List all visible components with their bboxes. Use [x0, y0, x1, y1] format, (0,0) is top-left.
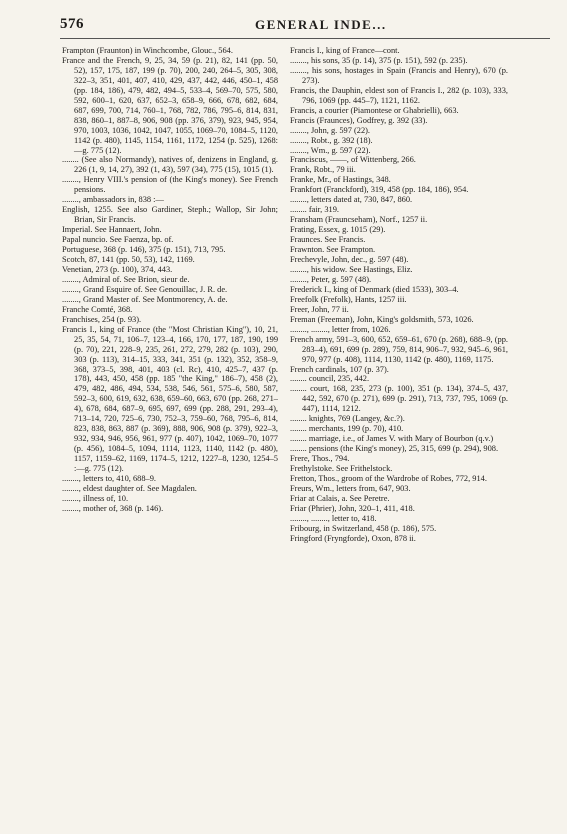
- index-entry-text: Franche Comté, 368.: [62, 304, 133, 314]
- index-entry: [62, 46, 278, 56]
- index-entry-text: Friar (Phrier), John, 320–1, 411, 418.: [290, 503, 415, 513]
- index-entry: [62, 494, 278, 504]
- index-entry: [290, 434, 508, 444]
- index-entry: [62, 55, 281, 156]
- index-entry: [290, 116, 508, 126]
- index-entry-text: Frechevyle, John, dec., g. 597 (48).: [290, 255, 409, 265]
- index-entry-text: ........, illness of, 10.: [62, 493, 129, 503]
- index-entry: [290, 514, 508, 524]
- index-entry-text: Imperial. See Hannaert, John.: [62, 225, 162, 235]
- index-entry: [290, 106, 508, 116]
- index-entry-text: ........ (See also Normandy), natives of, denizens in England, g. 226 (1, 9, 14, 27), 392 (1, 43), 597 (34), 775 (15), 1015 (1).: [62, 155, 281, 175]
- index-entry-text: Frankfort (Franckford), 319, 458 (pp. 184, 186), 954.: [290, 185, 469, 195]
- index-entry: [290, 245, 508, 255]
- index-entry-text: ........, Henry VIII.'s pension of (the King's money). See French pensions.: [62, 175, 281, 195]
- index-entry-text: ........, his widow. See Hastings, Eliz.: [290, 264, 413, 274]
- index-entry: [62, 324, 281, 474]
- index-entry-text: ........, letters to, 410, 688–9.: [62, 473, 156, 483]
- index-entry-text: Frampton (Fraunton) in Winchcombe, Glouc., 564.: [62, 46, 233, 55]
- index-entry-text: ........ marriage, i.e., of James V. with Mary of Bourbon (q.v.): [290, 434, 494, 444]
- index-entry: [290, 126, 508, 136]
- index-entry-text: ........, ........, letter to, 418.: [290, 513, 377, 523]
- index-entry-text: Freurs, Wm., letters from, 647, 903.: [290, 483, 411, 493]
- index-entry: [290, 474, 508, 484]
- index-entry: [62, 255, 278, 265]
- index-entry: [290, 195, 508, 205]
- index-entry: [290, 285, 508, 295]
- index-entry: [290, 295, 508, 305]
- index-entry-text: Frating, Essex, g. 1015 (29).: [290, 225, 386, 235]
- index-entry: [290, 414, 508, 424]
- index-entry: [62, 295, 278, 305]
- index-entry: [290, 136, 508, 146]
- index-entry: [290, 464, 508, 474]
- index-entry: [290, 46, 508, 56]
- page-number: 576: [60, 16, 84, 32]
- index-entry-text: Franciscus, ——, of Wittenberg, 266.: [290, 155, 416, 165]
- index-entry: [290, 325, 508, 335]
- index-entry-text: ........, John, g. 597 (22).: [290, 125, 371, 135]
- index-entry: [290, 235, 508, 245]
- index-entry-text: Francis I., king of France (the "Most Christian King"), 10, 21, 25, 35, 54, 71, 106–7, 123–4, 166, 170, 177, 187, 190, 199 (p. 70), 221, 228–9, 235, 261, 272, 279, 282 (p. 103), 290, 303 (p. 113), 314–15, 333, 341, 351 (p. 132), 352, 358–9, 368, 373–5, 398, 401, 403 (cl. Rc), 410, 425–7, 437 (p. 178), 443, 450, 458 (pp. 185 "the King," 186–7), 458 (2), 479, 482, 486, 494, 534, 538, 546, 561, 575–6, 580, 587, 592–3, 600, 619, 632, 638, 659–60, 663, 670 (pp. 268, 271–4), 678, 684, 687–9, 695, 697, 699 (pp. 288, 291, 293–4), 713–14, 720, 725–6, 730, 752–3, 759–60, 768, 795–6, 814, 823, 838, 863, 887 (p. 369), 888, 906, 908 (p. 379), 922–3, 932, 934, 946, 956, 961, 977 (p. 407), 1042, 1069–70, 1077 (p. 456), 1084–5, 1094, 1114, 1123, 1140, 1142 (p. 480), 1157, 1159–62, 1169, 1174–5, 1212, 1227–8, 1230, 1254–5 :—g. 775 (12).: [62, 324, 281, 474]
- index-entry: [290, 504, 508, 514]
- index-entry-text: Fribourg, in Switzerland, 458 (p. 186), 575.: [290, 523, 437, 533]
- index-entry: [62, 245, 278, 255]
- index-entry: [290, 494, 508, 504]
- index-entry-text: ........ court, 168, 235, 273 (p. 100), 351 (p. 134), 374–5, 437, 442, 592, 670 (p. 271), 699 (p. 291), 713, 737, 795, 1069 (p. 447), 1114, 1212.: [290, 384, 511, 414]
- index-entry: [62, 175, 281, 195]
- index-entry-text: ........ knights, 769 (Langey, &c.?).: [290, 414, 405, 424]
- index-entry: [290, 275, 508, 285]
- index-entry-text: French army, 591–3, 600, 652, 659–61, 670 (p. 268), 688–9, (pp. 283–4), 691, 699 (p. 289), 759, 814, 906–7, 932, 945–6, 961, 970, 977 (p. 408), 1114, 1130, 1142 (p. 480), 1169, 1175.: [290, 334, 511, 364]
- page-header: [60, 16, 550, 34]
- index-entry-text: Fretton, Thos., groom of the Wardrobe of Robes, 772, 914.: [290, 473, 487, 483]
- index-entry-text: Francis I., king of France—cont.: [290, 46, 400, 55]
- index-entry: [62, 235, 278, 245]
- index-entry-text: Fransham (Frauncseham), Norf., 1257 ii.: [290, 215, 428, 225]
- index-entry: [290, 165, 508, 175]
- index-entry-text: French cardinals, 107 (p. 37).: [290, 364, 389, 374]
- index-entry: [290, 155, 508, 165]
- index-entry-text: ........, Robt., g. 392 (18).: [290, 135, 373, 145]
- index-entry-text: Franke, Mr., of Hastings, 348.: [290, 175, 391, 185]
- index-entry-text: ........, his sons, 35 (p. 14), 375 (p. 151), 592 (p. 235).: [290, 55, 468, 65]
- index-entry: [290, 185, 508, 195]
- index-entry-text: Fringford (Fryngforde), Oxon, 878 ii.: [290, 533, 416, 543]
- index-entry: [290, 534, 508, 544]
- index-entry: [290, 175, 508, 185]
- index-entry-text: ........ fair, 319.: [290, 205, 339, 215]
- index-entry: [290, 524, 508, 534]
- index-entry: [290, 444, 508, 454]
- index-entry-text: Freman (Freeman), John, King's goldsmith, 573, 1026.: [290, 314, 474, 324]
- index-column-left: [62, 46, 281, 514]
- index-entry-text: ........, Grand Esquire of. See Genouillac, J. R. de.: [62, 284, 228, 294]
- index-entry-text: ........ pensions (the King's money), 25, 315, 699 (p. 294), 908.: [290, 444, 499, 454]
- index-entry-text: ........, eldest daughter of. See Magdalen.: [62, 483, 197, 493]
- index-entry-text: Portuguese, 368 (p. 146), 375 (p. 151), 713, 795.: [62, 245, 226, 255]
- index-column-right: [290, 46, 511, 544]
- index-entry-text: Friar at Calais, a. See Peretre.: [290, 493, 390, 503]
- index-entry-text: Venetian, 273 (p. 100), 374, 443.: [62, 264, 173, 274]
- index-entry-text: Frank, Robt., 79 iii.: [290, 165, 356, 175]
- index-entry-text: ........, Wm., g. 597 (22).: [290, 145, 371, 155]
- index-entry: [62, 275, 278, 285]
- index-entry-text: ........, ........, letter from, 1026.: [290, 324, 391, 334]
- index-entry: [62, 305, 278, 315]
- index-entry: [62, 225, 278, 235]
- index-entry-text: ........, Peter, g. 597 (48).: [290, 274, 372, 284]
- index-entry: [62, 484, 278, 494]
- index-entry: [290, 454, 508, 464]
- index-entry: [290, 205, 508, 215]
- index-entry: [290, 255, 508, 265]
- index-entry-text: ........, mother of, 368 (p. 146).: [62, 503, 164, 513]
- index-entry: [290, 334, 511, 365]
- index-entry: [62, 504, 278, 514]
- index-entry-text: ........ merchants, 199 (p. 70), 410.: [290, 424, 404, 434]
- index-entry-text: Francis, the Dauphin, eldest son of Francis I., 282 (p. 103), 333, 796, 1069 (pp. 445–7), 1121, 1162.: [290, 85, 511, 105]
- index-entry: [290, 215, 508, 225]
- index-entry-text: Frere, Thos., 794.: [290, 454, 350, 464]
- index-entry: [290, 146, 508, 156]
- index-entry: [290, 315, 508, 325]
- index-entry-text: Freer, John, 77 ii.: [290, 304, 349, 314]
- index-entry-text: Fraunces. See Francis.: [290, 235, 366, 245]
- index-entry: [290, 265, 508, 275]
- index-entry-text: ........, Grand Master of. See Montmorency, A. de.: [62, 294, 228, 304]
- index-entry: [62, 315, 278, 325]
- header-rule: [60, 38, 550, 39]
- index-entry-text: Scotch, 87, 141 (pp. 50, 53), 142, 1169.: [62, 255, 195, 265]
- running-head: GENERAL INDE...: [255, 17, 387, 32]
- index-entry-text: English, 1255. See also Gardiner, Steph.; Wallop, Sir John; Brian, Sir Francis.: [62, 205, 281, 225]
- index-entry: [62, 195, 278, 205]
- index-entry: [62, 155, 281, 175]
- index-entry-text: ........, ambassadors in, 838 :—: [62, 195, 164, 205]
- index-entry: [290, 424, 508, 434]
- index-entry-text: Frawnton. See Frampton.: [290, 245, 376, 255]
- index-entry: [290, 65, 511, 86]
- index-entry: [62, 205, 281, 225]
- index-entry-text: Frethylstoke. See Frithelstock.: [290, 464, 393, 474]
- index-entry-text: Francis (Fraunces), Godfrey, g. 392 (33).: [290, 115, 428, 125]
- index-entry-text: ........, Admiral of. See Brion, sieur de.: [62, 274, 190, 284]
- index-entry: [290, 225, 508, 235]
- index-entry-text: Frederick I., king of Denmark (died 1533), 303–4.: [290, 284, 459, 294]
- index-entry: [290, 484, 508, 494]
- index-entry: [290, 365, 508, 375]
- index-entry: [290, 85, 511, 106]
- index-entry-text: France and the French, 9, 25, 34, 59 (p. 21), 82, 141 (pp. 50, 52), 157, 175, 187, 199 (p. 70), 200, 240, 264–5, 305, 308, 322–3, 351, 401, 407, 410, 429, 437, 442, 446, 450–1, 458 (pp. 184, 186), 479, 482, 494–5, 533–4, 569–70, 575, 580, 592, 600–1, 620, 637, 652–3, 658–9, 666, 678, 682, 684, 687, 699, 700, 714, 760–1, 768, 782, 786, 795–6, 814, 831, 838, 860–1, 887–8, 906, 908 (pp. 376, 379), 923, 945, 954, 970, 1003, 1036, 1042, 1047, 1055, 1069–70, 1084–5, 1120, 1142 (p. 480), 1145, 1154, 1161, 1172, 1254 (p. 525), 1268:—g. 775 (12).: [62, 55, 281, 155]
- index-entry-text: Freefolk (Frefolk), Hants, 1257 iii.: [290, 294, 407, 304]
- index-entry: [290, 374, 508, 384]
- index-entry: [62, 265, 278, 275]
- index-entry-text: ........, letters dated at, 730, 847, 860.: [290, 195, 413, 205]
- index-entry-text: ........ council, 235, 442.: [290, 374, 370, 384]
- index-entry-text: Francis, a courier (Piamontese or Ghabrielli), 663.: [290, 105, 459, 115]
- index-entry: [62, 285, 278, 295]
- index-entry: [290, 384, 511, 414]
- index-entry-text: Papal nuncio. See Faenza, bp. of.: [62, 235, 174, 245]
- index-entry: [290, 305, 508, 315]
- index-entry: [62, 474, 278, 484]
- index-entry: [290, 56, 508, 66]
- index-entry-text: ........, his sons, hostages in Spain (Francis and Henry), 670 (p. 273).: [290, 65, 511, 85]
- index-entry-text: Franchises, 254 (p. 93).: [62, 314, 142, 324]
